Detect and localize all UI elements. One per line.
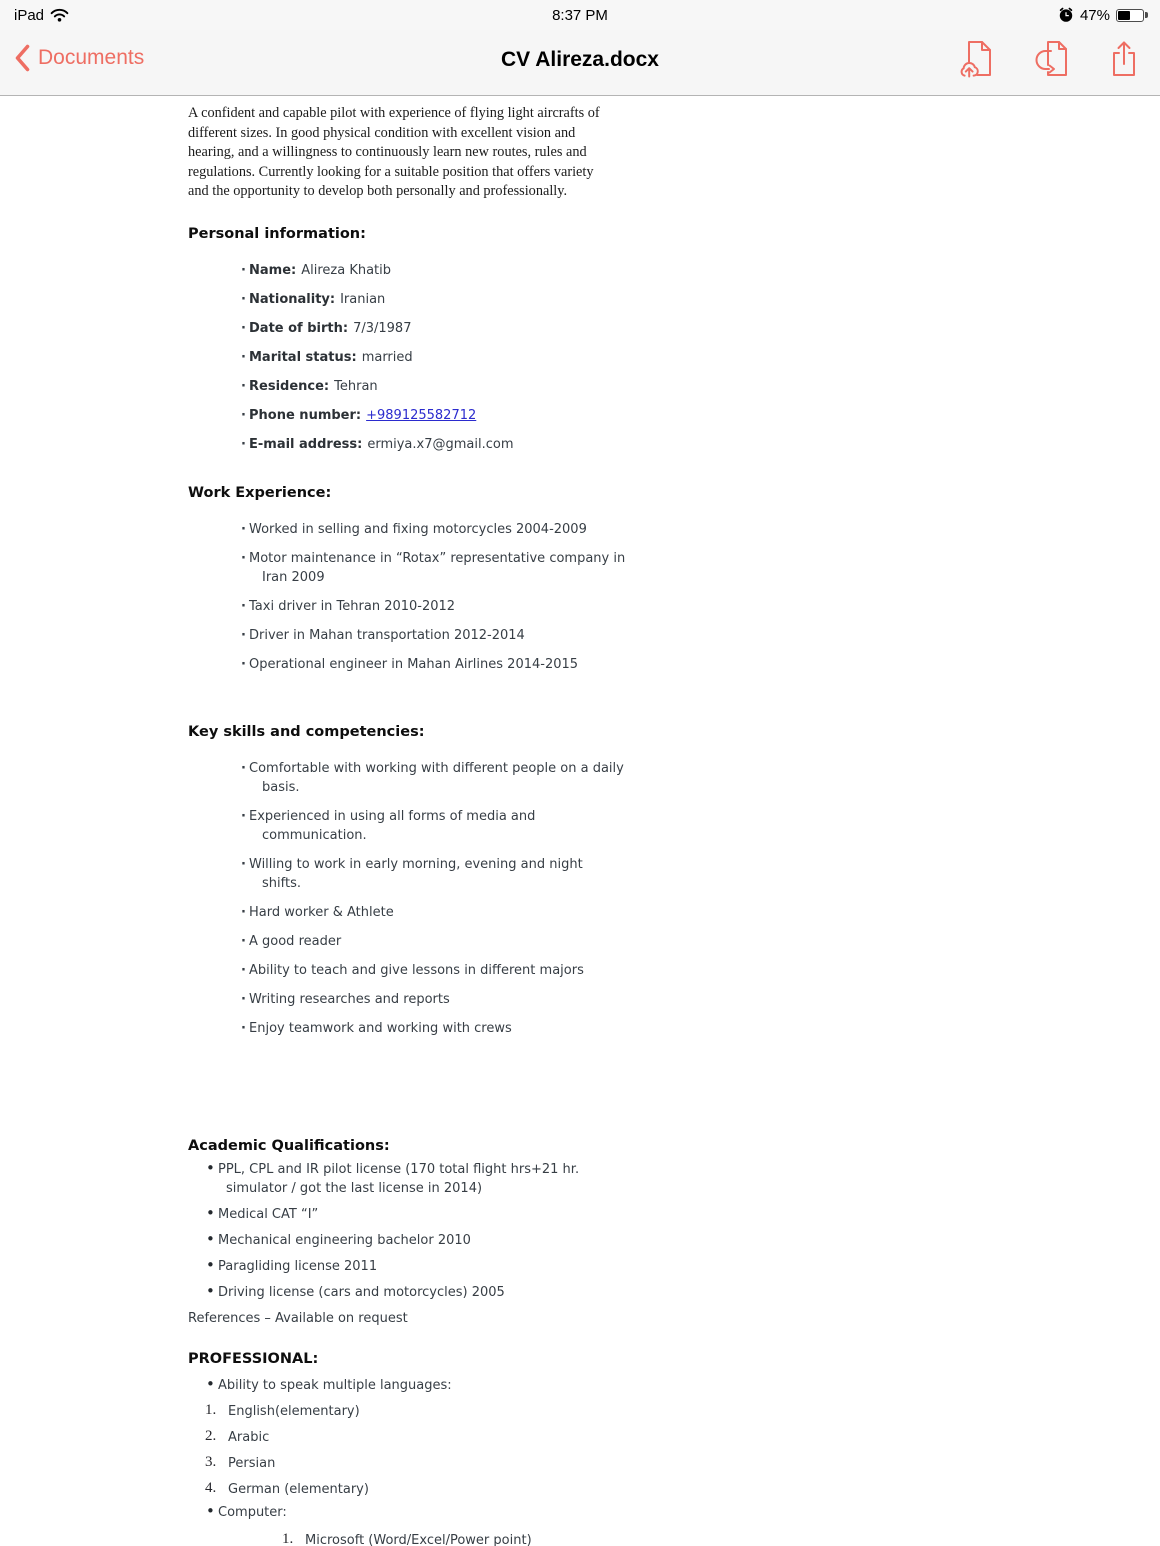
list-item: · Enjoy teamwork and working with crews xyxy=(249,1019,1160,1038)
personal-info-heading: Personal information: xyxy=(188,225,366,242)
list-item: · Name: Alireza Khatib xyxy=(249,261,1160,280)
intro-paragraph: A confident and capable pilot with experience of flying light aircrafts of different sizes. In good physical condition with excellent vision and hearing, and a willingness to continuously learn new routes, rules and regulations. Currently looking for a suitable position that offers variety and the opportunity to develop both personally and professionally. xyxy=(188,105,600,199)
list-item: · Willing to work in early morning, evening and night shifts. xyxy=(249,855,1160,893)
list-item: 4. German (elementary) xyxy=(205,1479,369,1497)
list-item: · Motor maintenance in “Rotax” representative company in Iran 2009 xyxy=(249,549,1160,587)
key-skills-list xyxy=(188,759,1160,1038)
cloud-upload-doc-icon xyxy=(960,38,996,80)
list-item: • Ability to speak multiple languages: xyxy=(218,1376,1160,1395)
list-item: · Operational engineer in Mahan Airlines 2014-2015 xyxy=(249,655,1160,674)
list-item: · Comfortable with working with different people on a daily basis. xyxy=(249,759,1160,797)
convert-doc-icon xyxy=(1034,38,1070,80)
list-item: · Hard worker & Athlete xyxy=(249,903,1160,922)
work-experience-list xyxy=(188,520,1160,674)
list-item: · A good reader xyxy=(249,932,1160,951)
list-item: • Driving license (cars and motorcycles) 2005 xyxy=(218,1283,1160,1302)
alarm-clock-icon xyxy=(1058,7,1074,23)
battery-percent: 47% xyxy=(1079,6,1110,24)
phone-link[interactable]: +989125582712 xyxy=(366,407,477,423)
nav-actions xyxy=(960,38,1140,80)
list-item: · Worked in selling and fixing motorcycles 2004-2009 xyxy=(249,520,1160,539)
status-bar xyxy=(0,0,1160,30)
list-item: • Computer: xyxy=(218,1503,1160,1522)
list-item: · Marital status: married xyxy=(249,348,1160,367)
list-item: 2. Arabic xyxy=(205,1427,270,1445)
list-item: · Phone number: +989125582712 xyxy=(249,406,1160,425)
clock: 8:37 PM xyxy=(552,6,608,24)
list-item: • PPL, CPL and IR pilot license (170 total flight hrs+21 hr. simulator / got the last license in 2014) xyxy=(218,1160,1160,1198)
personal-info-list xyxy=(188,261,1160,454)
list-item: · Residence: Tehran xyxy=(249,377,1160,396)
carrier-label: iPad xyxy=(14,6,45,24)
references-line: References – Available on request xyxy=(188,1310,408,1326)
list-item: · Driver in Mahan transportation 2012-2014 xyxy=(249,626,1160,645)
list-item: · Taxi driver in Tehran 2010-2012 xyxy=(249,597,1160,616)
work-experience-heading: Work Experience: xyxy=(188,484,332,501)
academic-qualifications-heading: Academic Qualifications: xyxy=(188,1137,390,1154)
share-button[interactable] xyxy=(1108,39,1140,79)
list-item: · E-mail address: ermiya.x7@gmail.com xyxy=(249,435,1160,454)
key-skills-heading: Key skills and competencies: xyxy=(188,723,425,740)
academic-qualifications-list xyxy=(188,1160,1160,1302)
cloud-upload-button[interactable] xyxy=(960,38,996,80)
convert-document-button[interactable] xyxy=(1034,38,1070,80)
list-item: 3. Persian xyxy=(205,1453,276,1471)
list-item: · Nationality: Iranian xyxy=(249,290,1160,309)
list-item: · Writing researches and reports xyxy=(249,990,1160,1009)
list-item: 1. Microsoft (Word/Excel/Power point) xyxy=(282,1530,532,1546)
list-item: • Mechanical engineering bachelor 2010 xyxy=(218,1231,1160,1250)
back-label: Documents xyxy=(38,46,145,69)
list-item: · Ability to teach and give lessons in different majors xyxy=(249,961,1160,980)
share-icon xyxy=(1108,39,1140,79)
list-item: 1. English(elementary) xyxy=(205,1401,360,1419)
list-item: • Medical CAT “I” xyxy=(218,1205,1160,1224)
list-item: · Experienced in using all forms of media and communication. xyxy=(249,807,1160,845)
document-title: CV Alireza.docx xyxy=(501,48,659,71)
professional-list xyxy=(188,1376,1160,1546)
document-viewer[interactable] xyxy=(0,96,1160,1546)
professional-heading: PROFESSIONAL: xyxy=(188,1350,319,1367)
list-item: · Date of birth: 7/3/1987 xyxy=(249,319,1160,338)
list-item: • Paragliding license 2011 xyxy=(218,1257,1160,1276)
nav-bar xyxy=(0,30,1160,96)
battery-icon xyxy=(1116,9,1144,22)
